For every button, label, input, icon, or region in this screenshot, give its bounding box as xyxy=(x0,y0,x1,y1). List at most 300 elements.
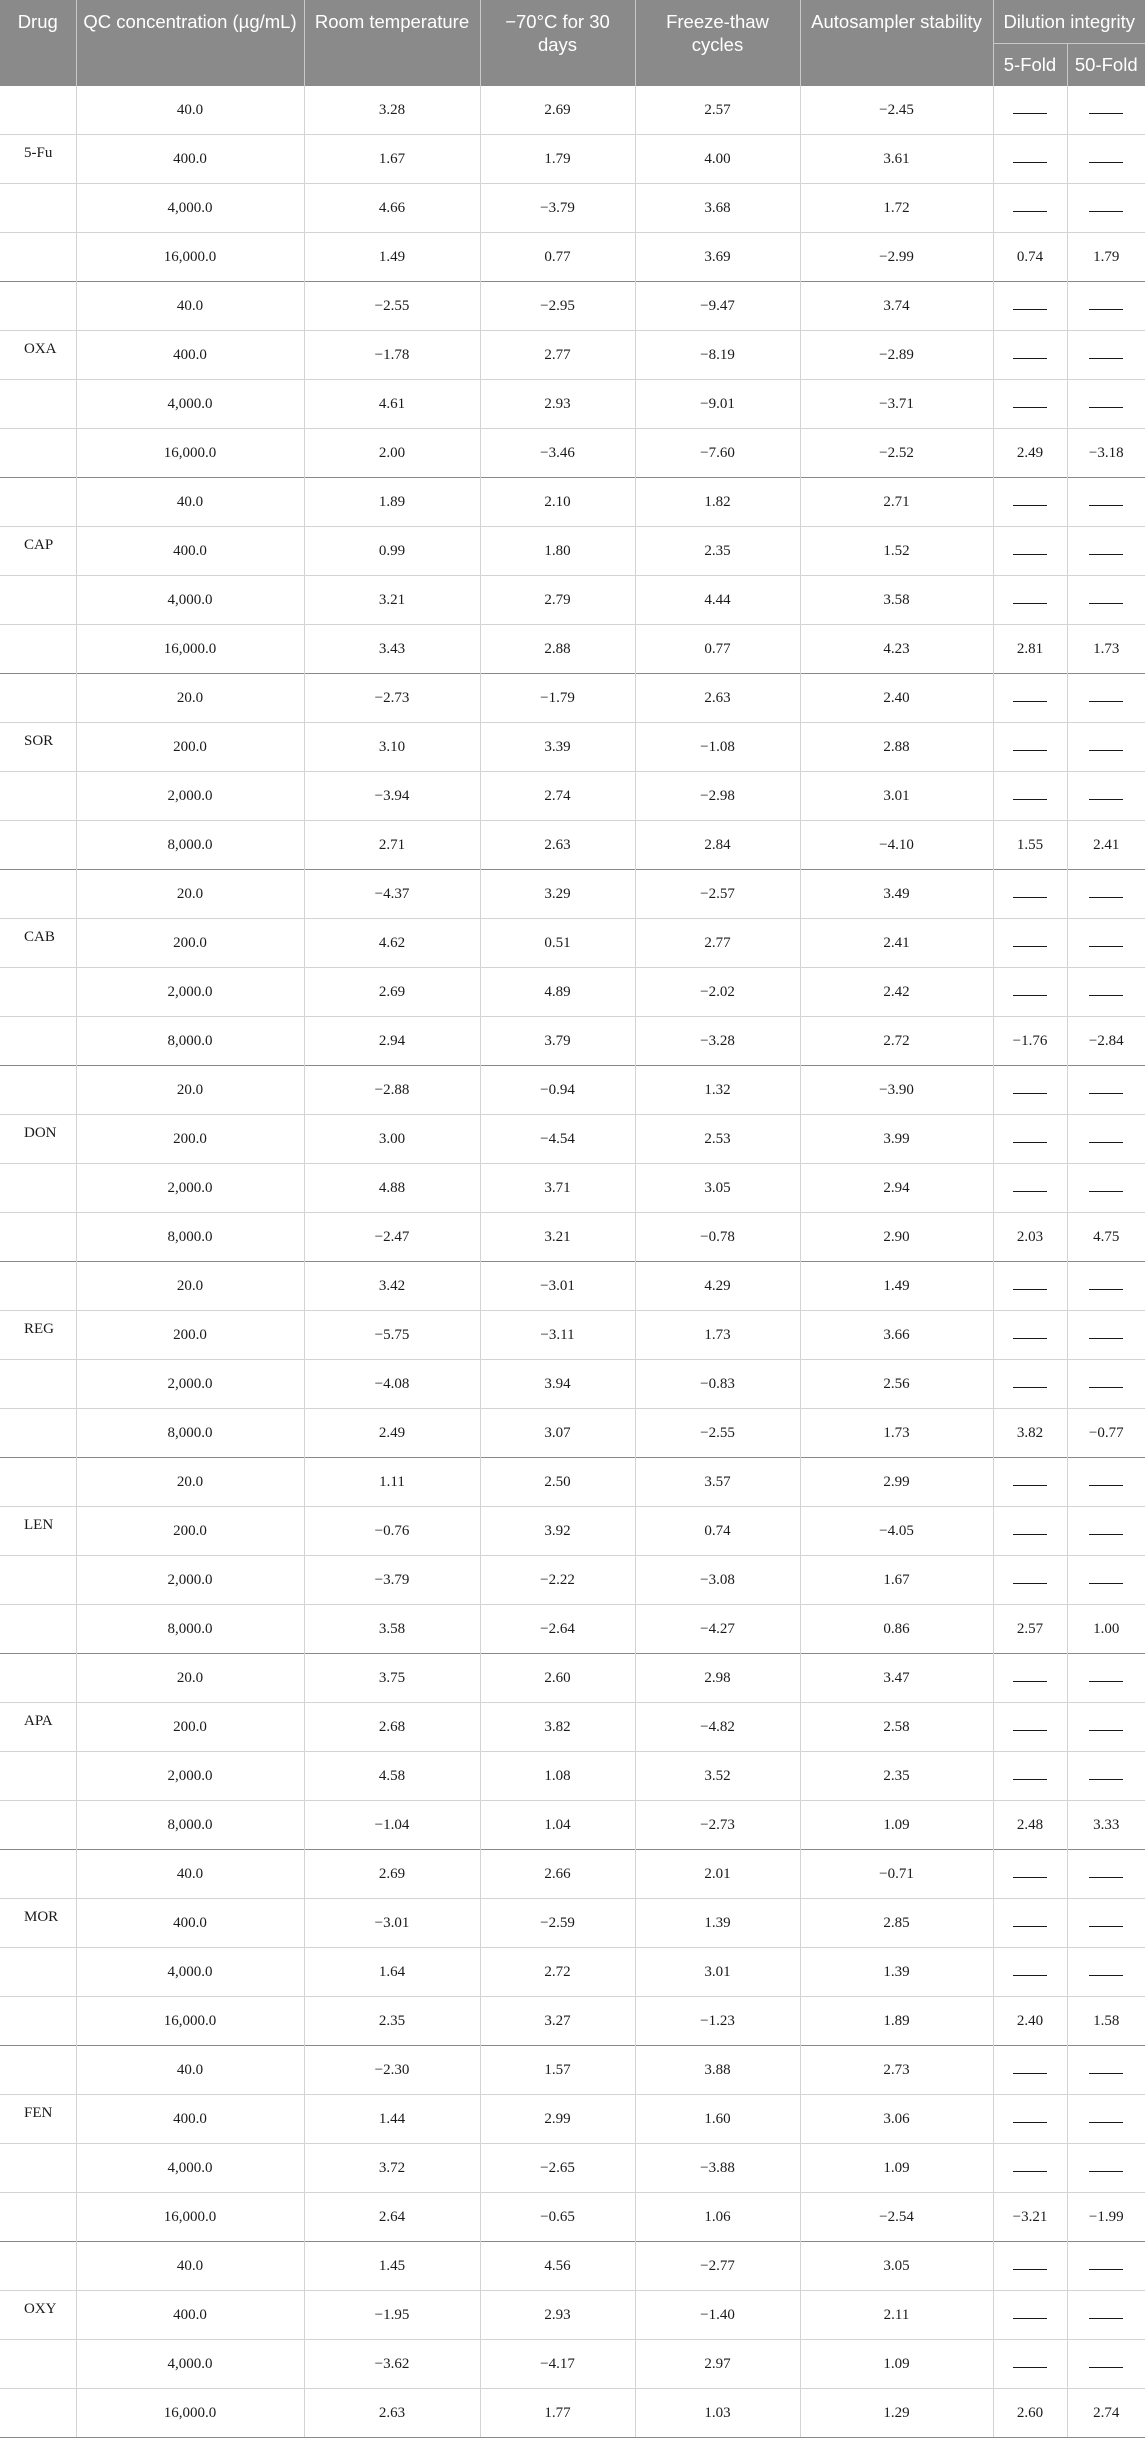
cell-5-fold: −1.76 xyxy=(993,1017,1067,1066)
empty-dash xyxy=(1013,1475,1047,1486)
cell-qc-concentration: 200.0 xyxy=(76,1115,304,1164)
empty-dash xyxy=(1089,1671,1123,1682)
empty-dash xyxy=(1013,887,1047,898)
cell-qc-concentration: 4,000.0 xyxy=(76,576,304,625)
table-row xyxy=(0,135,1145,184)
cell-50-fold xyxy=(1067,478,1145,527)
empty-dash xyxy=(1013,348,1047,359)
cell-qc-concentration: 200.0 xyxy=(76,1311,304,1360)
empty-dash xyxy=(1089,2161,1123,2172)
cell-drug xyxy=(0,2242,76,2291)
cell-qc-concentration: 16,000.0 xyxy=(76,233,304,282)
cell-drug xyxy=(0,968,76,1017)
cell-50-fold xyxy=(1067,2144,1145,2193)
cell-room-temperature: −0.76 xyxy=(304,1507,480,1556)
cell-room-temperature: 2.68 xyxy=(304,1703,480,1752)
cell-qc-concentration: 200.0 xyxy=(76,919,304,968)
cell-5-fold xyxy=(993,870,1067,919)
cell-50-fold xyxy=(1067,282,1145,331)
cell-drug xyxy=(0,233,76,282)
cell-50-fold xyxy=(1067,968,1145,1017)
cell-5-fold xyxy=(993,1311,1067,1360)
table-row xyxy=(0,331,1145,380)
cell-freeze-thaw: −3.28 xyxy=(635,1017,800,1066)
cell-minus70: 2.88 xyxy=(480,625,635,674)
cell-minus70: −3.46 xyxy=(480,429,635,478)
cell-5-fold xyxy=(993,576,1067,625)
table-row xyxy=(0,2144,1145,2193)
cell-autosampler: −2.52 xyxy=(800,429,993,478)
empty-dash xyxy=(1089,2308,1123,2319)
cell-freeze-thaw: 0.77 xyxy=(635,625,800,674)
cell-drug: 5-Fu xyxy=(0,135,76,184)
cell-drug: CAP xyxy=(0,527,76,576)
cell-freeze-thaw: 1.82 xyxy=(635,478,800,527)
cell-freeze-thaw: −3.88 xyxy=(635,2144,800,2193)
cell-5-fold xyxy=(993,282,1067,331)
table-row xyxy=(0,1801,1145,1850)
cell-5-fold xyxy=(993,1360,1067,1409)
cell-minus70: −2.64 xyxy=(480,1605,635,1654)
cell-5-fold xyxy=(993,2291,1067,2340)
empty-dash xyxy=(1089,936,1123,947)
cell-drug: APA xyxy=(0,1703,76,1752)
cell-5-fold xyxy=(993,1507,1067,1556)
cell-5-fold xyxy=(993,1948,1067,1997)
cell-qc-concentration: 20.0 xyxy=(76,870,304,919)
cell-freeze-thaw: 1.03 xyxy=(635,2389,800,2438)
empty-dash xyxy=(1089,1475,1123,1486)
table-row xyxy=(0,1948,1145,1997)
cell-drug: OXY xyxy=(0,2291,76,2340)
cell-autosampler: 1.52 xyxy=(800,527,993,576)
table-row xyxy=(0,2389,1145,2438)
table-row xyxy=(0,1262,1145,1311)
cell-freeze-thaw: −2.55 xyxy=(635,1409,800,1458)
empty-dash xyxy=(1013,299,1047,310)
empty-dash xyxy=(1089,152,1123,163)
header-dilution-integrity: Dilution integrity xyxy=(993,0,1145,44)
cell-freeze-thaw: 2.35 xyxy=(635,527,800,576)
cell-room-temperature: 3.42 xyxy=(304,1262,480,1311)
cell-autosampler: 2.42 xyxy=(800,968,993,1017)
cell-qc-concentration: 400.0 xyxy=(76,2095,304,2144)
empty-dash xyxy=(1013,2259,1047,2270)
cell-autosampler: 3.05 xyxy=(800,2242,993,2291)
cell-minus70: 2.60 xyxy=(480,1654,635,1703)
cell-minus70: −3.01 xyxy=(480,1262,635,1311)
cell-50-fold: −1.99 xyxy=(1067,2193,1145,2242)
cell-freeze-thaw: 2.01 xyxy=(635,1850,800,1899)
cell-room-temperature: 2.69 xyxy=(304,968,480,1017)
cell-minus70: −2.95 xyxy=(480,282,635,331)
cell-5-fold xyxy=(993,380,1067,429)
cell-50-fold xyxy=(1067,1507,1145,1556)
cell-qc-concentration: 2,000.0 xyxy=(76,1752,304,1801)
cell-50-fold xyxy=(1067,2340,1145,2389)
empty-dash xyxy=(1013,1377,1047,1388)
empty-dash xyxy=(1013,1573,1047,1584)
table-row xyxy=(0,233,1145,282)
table-row xyxy=(0,674,1145,723)
cell-room-temperature: −2.73 xyxy=(304,674,480,723)
cell-5-fold: 2.49 xyxy=(993,429,1067,478)
empty-dash xyxy=(1089,1377,1123,1388)
empty-dash xyxy=(1013,1769,1047,1780)
cell-50-fold: 1.00 xyxy=(1067,1605,1145,1654)
cell-freeze-thaw: 3.01 xyxy=(635,1948,800,1997)
cell-drug xyxy=(0,821,76,870)
cell-50-fold xyxy=(1067,1115,1145,1164)
cell-minus70: 3.39 xyxy=(480,723,635,772)
cell-qc-concentration: 8,000.0 xyxy=(76,1605,304,1654)
cell-5-fold xyxy=(993,135,1067,184)
cell-autosampler: −3.71 xyxy=(800,380,993,429)
cell-drug: SOR xyxy=(0,723,76,772)
cell-drug xyxy=(0,282,76,331)
empty-dash xyxy=(1013,2161,1047,2172)
cell-minus70: 2.63 xyxy=(480,821,635,870)
table-row xyxy=(0,429,1145,478)
table-row xyxy=(0,1556,1145,1605)
cell-drug xyxy=(0,1164,76,1213)
cell-autosampler: 3.47 xyxy=(800,1654,993,1703)
cell-qc-concentration: 40.0 xyxy=(76,86,304,135)
header-qc-concentration: QC concentration (µg/mL) xyxy=(76,0,304,86)
cell-qc-concentration: 20.0 xyxy=(76,1458,304,1507)
cell-5-fold xyxy=(993,331,1067,380)
empty-dash xyxy=(1013,1181,1047,1192)
cell-minus70: 2.10 xyxy=(480,478,635,527)
cell-50-fold xyxy=(1067,1752,1145,1801)
cell-qc-concentration: 20.0 xyxy=(76,674,304,723)
cell-qc-concentration: 8,000.0 xyxy=(76,1213,304,1262)
table-row xyxy=(0,1654,1145,1703)
cell-minus70: −4.54 xyxy=(480,1115,635,1164)
cell-minus70: 1.57 xyxy=(480,2046,635,2095)
cell-50-fold: −2.84 xyxy=(1067,1017,1145,1066)
cell-50-fold xyxy=(1067,919,1145,968)
cell-room-temperature: −3.01 xyxy=(304,1899,480,1948)
table-row xyxy=(0,2095,1145,2144)
cell-drug xyxy=(0,2144,76,2193)
cell-drug xyxy=(0,2046,76,2095)
header-50-fold: 50-Fold xyxy=(1067,44,1145,87)
table-row xyxy=(0,2242,1145,2291)
cell-5-fold xyxy=(993,2242,1067,2291)
table-row xyxy=(0,968,1145,1017)
table-row xyxy=(0,1703,1145,1752)
cell-qc-concentration: 20.0 xyxy=(76,1066,304,1115)
empty-dash xyxy=(1013,1671,1047,1682)
cell-room-temperature: −2.88 xyxy=(304,1066,480,1115)
cell-5-fold: 2.03 xyxy=(993,1213,1067,1262)
cell-minus70: 1.04 xyxy=(480,1801,635,1850)
cell-50-fold xyxy=(1067,2046,1145,2095)
cell-50-fold xyxy=(1067,380,1145,429)
cell-freeze-thaw: 2.63 xyxy=(635,674,800,723)
cell-autosampler: 3.01 xyxy=(800,772,993,821)
empty-dash xyxy=(1089,691,1123,702)
cell-drug xyxy=(0,429,76,478)
cell-room-temperature: 2.69 xyxy=(304,1850,480,1899)
table-row xyxy=(0,1017,1145,1066)
empty-dash xyxy=(1013,152,1047,163)
header-drug: Drug xyxy=(0,0,76,86)
cell-room-temperature: 2.94 xyxy=(304,1017,480,1066)
cell-50-fold xyxy=(1067,1948,1145,1997)
cell-freeze-thaw: 3.69 xyxy=(635,233,800,282)
cell-freeze-thaw: −8.19 xyxy=(635,331,800,380)
cell-minus70: 2.72 xyxy=(480,1948,635,1997)
cell-5-fold: −3.21 xyxy=(993,2193,1067,2242)
cell-autosampler: 1.09 xyxy=(800,2144,993,2193)
table-row xyxy=(0,919,1145,968)
cell-50-fold xyxy=(1067,2095,1145,2144)
cell-autosampler: −4.05 xyxy=(800,1507,993,1556)
cell-5-fold xyxy=(993,2144,1067,2193)
cell-qc-concentration: 400.0 xyxy=(76,2291,304,2340)
empty-dash xyxy=(1013,936,1047,947)
table-row xyxy=(0,1997,1145,2046)
cell-50-fold xyxy=(1067,331,1145,380)
cell-freeze-thaw: −2.98 xyxy=(635,772,800,821)
cell-qc-concentration: 40.0 xyxy=(76,2046,304,2095)
cell-drug xyxy=(0,1409,76,1458)
cell-minus70: 0.77 xyxy=(480,233,635,282)
cell-autosampler: 1.09 xyxy=(800,1801,993,1850)
cell-freeze-thaw: −2.02 xyxy=(635,968,800,1017)
cell-5-fold: 2.57 xyxy=(993,1605,1067,1654)
cell-5-fold xyxy=(993,1850,1067,1899)
cell-freeze-thaw: −0.78 xyxy=(635,1213,800,1262)
empty-dash xyxy=(1089,1181,1123,1192)
empty-dash xyxy=(1089,887,1123,898)
cell-room-temperature: 1.45 xyxy=(304,2242,480,2291)
cell-5-fold xyxy=(993,527,1067,576)
cell-autosampler: 2.85 xyxy=(800,1899,993,1948)
cell-qc-concentration: 200.0 xyxy=(76,1703,304,1752)
cell-5-fold xyxy=(993,919,1067,968)
cell-minus70: −1.79 xyxy=(480,674,635,723)
cell-autosampler: 2.90 xyxy=(800,1213,993,1262)
cell-autosampler: 3.74 xyxy=(800,282,993,331)
cell-minus70: −3.11 xyxy=(480,1311,635,1360)
cell-room-temperature: −1.04 xyxy=(304,1801,480,1850)
cell-freeze-thaw: 1.73 xyxy=(635,1311,800,1360)
cell-drug xyxy=(0,576,76,625)
cell-room-temperature: 1.64 xyxy=(304,1948,480,1997)
cell-5-fold xyxy=(993,674,1067,723)
empty-dash xyxy=(1089,1279,1123,1290)
cell-5-fold xyxy=(993,2046,1067,2095)
cell-freeze-thaw: 3.52 xyxy=(635,1752,800,1801)
cell-autosampler: 3.99 xyxy=(800,1115,993,1164)
cell-50-fold xyxy=(1067,674,1145,723)
cell-freeze-thaw: 4.44 xyxy=(635,576,800,625)
cell-room-temperature: 1.67 xyxy=(304,135,480,184)
cell-minus70: −4.17 xyxy=(480,2340,635,2389)
cell-qc-concentration: 40.0 xyxy=(76,282,304,331)
cell-autosampler: 2.71 xyxy=(800,478,993,527)
cell-qc-concentration: 2,000.0 xyxy=(76,772,304,821)
cell-freeze-thaw: −2.57 xyxy=(635,870,800,919)
table-row xyxy=(0,1164,1145,1213)
cell-minus70: 3.92 xyxy=(480,1507,635,1556)
cell-minus70: 3.21 xyxy=(480,1213,635,1262)
table-row xyxy=(0,2046,1145,2095)
empty-dash xyxy=(1013,1279,1047,1290)
cell-room-temperature: 4.62 xyxy=(304,919,480,968)
cell-50-fold: 1.58 xyxy=(1067,1997,1145,2046)
cell-minus70: 2.50 xyxy=(480,1458,635,1507)
cell-50-fold xyxy=(1067,772,1145,821)
empty-dash xyxy=(1089,1769,1123,1780)
cell-5-fold xyxy=(993,1654,1067,1703)
cell-minus70: 4.89 xyxy=(480,968,635,1017)
cell-qc-concentration: 16,000.0 xyxy=(76,625,304,674)
empty-dash xyxy=(1089,2259,1123,2270)
empty-dash xyxy=(1089,495,1123,506)
cell-room-temperature: −5.75 xyxy=(304,1311,480,1360)
table-row xyxy=(0,478,1145,527)
empty-dash xyxy=(1013,1083,1047,1094)
empty-dash xyxy=(1089,1916,1123,1927)
cell-minus70: 2.99 xyxy=(480,2095,635,2144)
table-row xyxy=(0,527,1145,576)
table-row xyxy=(0,184,1145,233)
cell-room-temperature: 4.66 xyxy=(304,184,480,233)
cell-50-fold xyxy=(1067,1164,1145,1213)
cell-5-fold: 2.40 xyxy=(993,1997,1067,2046)
cell-drug: CAB xyxy=(0,919,76,968)
cell-50-fold xyxy=(1067,870,1145,919)
cell-5-fold xyxy=(993,1066,1067,1115)
cell-freeze-thaw: 1.39 xyxy=(635,1899,800,1948)
cell-5-fold xyxy=(993,772,1067,821)
cell-room-temperature: −4.08 xyxy=(304,1360,480,1409)
cell-room-temperature: 3.21 xyxy=(304,576,480,625)
cell-freeze-thaw: −3.08 xyxy=(635,1556,800,1605)
cell-50-fold xyxy=(1067,86,1145,135)
cell-room-temperature: 2.71 xyxy=(304,821,480,870)
cell-qc-concentration: 2,000.0 xyxy=(76,968,304,1017)
cell-autosampler: −2.54 xyxy=(800,2193,993,2242)
cell-freeze-thaw: 0.74 xyxy=(635,1507,800,1556)
cell-room-temperature: −1.78 xyxy=(304,331,480,380)
cell-autosampler: 1.89 xyxy=(800,1997,993,2046)
cell-room-temperature: 3.28 xyxy=(304,86,480,135)
empty-dash xyxy=(1089,2357,1123,2368)
cell-qc-concentration: 400.0 xyxy=(76,1899,304,1948)
cell-drug xyxy=(0,1997,76,2046)
cell-autosampler: 2.40 xyxy=(800,674,993,723)
cell-drug xyxy=(0,625,76,674)
cell-minus70: −3.79 xyxy=(480,184,635,233)
empty-dash xyxy=(1089,348,1123,359)
cell-autosampler: 2.72 xyxy=(800,1017,993,1066)
cell-drug xyxy=(0,2193,76,2242)
header-freeze-thaw: Freeze-thaw cycles xyxy=(635,0,800,86)
table-row xyxy=(0,1213,1145,1262)
cell-freeze-thaw: 3.68 xyxy=(635,184,800,233)
empty-dash xyxy=(1089,593,1123,604)
cell-qc-concentration: 200.0 xyxy=(76,723,304,772)
header-room-temperature: Room temperature xyxy=(304,0,480,86)
cell-minus70: −2.22 xyxy=(480,1556,635,1605)
empty-dash xyxy=(1013,740,1047,751)
table-row xyxy=(0,1605,1145,1654)
cell-qc-concentration: 200.0 xyxy=(76,1507,304,1556)
cell-50-fold: 2.74 xyxy=(1067,2389,1145,2438)
cell-freeze-thaw: 3.57 xyxy=(635,1458,800,1507)
empty-dash xyxy=(1089,201,1123,212)
empty-dash xyxy=(1013,2357,1047,2368)
cell-drug xyxy=(0,2389,76,2438)
cell-room-temperature: −2.55 xyxy=(304,282,480,331)
cell-5-fold: 1.55 xyxy=(993,821,1067,870)
cell-autosampler: −3.90 xyxy=(800,1066,993,1115)
cell-qc-concentration: 4,000.0 xyxy=(76,2340,304,2389)
empty-dash xyxy=(1013,544,1047,555)
table-row xyxy=(0,1458,1145,1507)
cell-minus70: 3.94 xyxy=(480,1360,635,1409)
empty-dash xyxy=(1013,1720,1047,1731)
header-5-fold: 5-Fold xyxy=(993,44,1067,87)
cell-autosampler: 1.73 xyxy=(800,1409,993,1458)
cell-minus70: 3.29 xyxy=(480,870,635,919)
cell-drug xyxy=(0,1556,76,1605)
cell-qc-concentration: 16,000.0 xyxy=(76,2389,304,2438)
cell-room-temperature: 4.61 xyxy=(304,380,480,429)
cell-drug xyxy=(0,1801,76,1850)
cell-50-fold: −3.18 xyxy=(1067,429,1145,478)
cell-autosampler: −2.45 xyxy=(800,86,993,135)
cell-minus70: 3.79 xyxy=(480,1017,635,1066)
cell-minus70: −2.65 xyxy=(480,2144,635,2193)
empty-dash xyxy=(1013,985,1047,996)
empty-dash xyxy=(1013,1328,1047,1339)
cell-minus70: 2.74 xyxy=(480,772,635,821)
cell-autosampler: 2.88 xyxy=(800,723,993,772)
cell-room-temperature: 2.35 xyxy=(304,1997,480,2046)
cell-autosampler: 3.66 xyxy=(800,1311,993,1360)
cell-minus70: 1.79 xyxy=(480,135,635,184)
cell-autosampler: 2.73 xyxy=(800,2046,993,2095)
cell-qc-concentration: 2,000.0 xyxy=(76,1360,304,1409)
cell-drug xyxy=(0,184,76,233)
cell-autosampler: 1.67 xyxy=(800,1556,993,1605)
cell-autosampler: 0.86 xyxy=(800,1605,993,1654)
cell-freeze-thaw: 4.00 xyxy=(635,135,800,184)
empty-dash xyxy=(1013,397,1047,408)
cell-drug xyxy=(0,772,76,821)
cell-drug xyxy=(0,86,76,135)
table-row xyxy=(0,282,1145,331)
cell-autosampler: 1.49 xyxy=(800,1262,993,1311)
cell-50-fold: −0.77 xyxy=(1067,1409,1145,1458)
table-body xyxy=(0,86,1145,2438)
cell-autosampler: 3.58 xyxy=(800,576,993,625)
empty-dash xyxy=(1013,1524,1047,1535)
table-row xyxy=(0,870,1145,919)
empty-dash xyxy=(1013,2308,1047,2319)
cell-room-temperature: 4.58 xyxy=(304,1752,480,1801)
cell-room-temperature: 3.58 xyxy=(304,1605,480,1654)
cell-room-temperature: 1.89 xyxy=(304,478,480,527)
header-minus70: −70°C for 30 days xyxy=(480,0,635,86)
cell-5-fold: 0.74 xyxy=(993,233,1067,282)
